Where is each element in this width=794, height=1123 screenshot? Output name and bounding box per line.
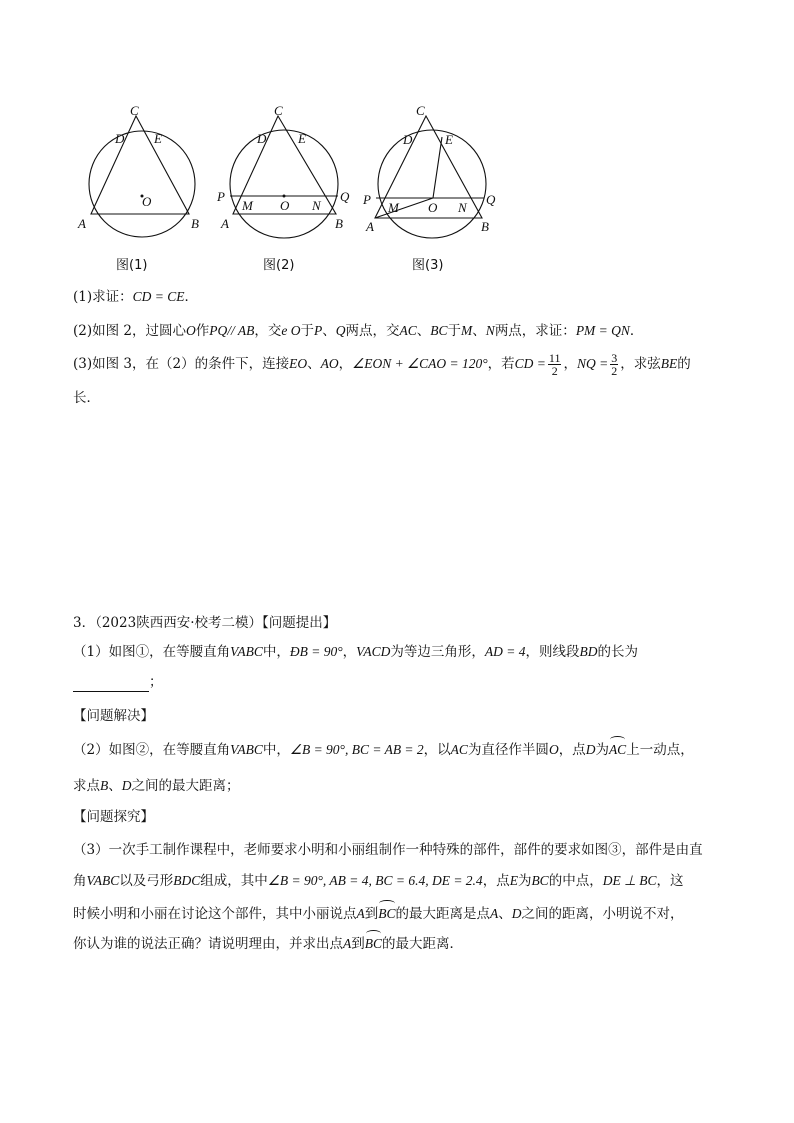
caption-3: 图(3)	[412, 258, 444, 273]
math: VACD	[356, 644, 391, 659]
label-A: A	[221, 216, 229, 231]
label-C: C	[130, 103, 139, 118]
label-M: M	[388, 200, 399, 215]
text: 以及弓形	[119, 873, 174, 889]
math: AD = 4	[484, 644, 526, 659]
figure-2-svg	[216, 100, 366, 275]
math: BDC	[173, 873, 201, 888]
text: 的	[677, 356, 691, 372]
math: A	[356, 906, 365, 921]
label-B: B	[481, 219, 489, 234]
math: VABC	[230, 644, 263, 659]
fraction-nq	[610, 352, 618, 377]
text: ，	[342, 644, 357, 660]
text: ．	[629, 323, 644, 339]
label-E: E	[154, 131, 162, 146]
text: 、	[416, 323, 431, 339]
math: ∠B = 90°, AB = 4, BC = 6.4, DE = 2.4	[267, 873, 483, 888]
text: 组成，其中	[200, 873, 268, 889]
math: CD = CE	[132, 289, 185, 304]
math: BC	[531, 873, 549, 888]
label-C: C	[274, 103, 283, 118]
math: PQ// AB	[209, 323, 255, 338]
text: 为直径作半圆	[467, 742, 549, 758]
text: ；	[149, 674, 163, 690]
text: 你认为谁的说法正确？请说明理由，并求出点	[73, 936, 343, 952]
text: 两点，交	[345, 323, 400, 339]
arc-AC: AC	[609, 740, 626, 760]
math: A	[490, 906, 499, 921]
text: 于	[447, 323, 462, 339]
math: O	[186, 323, 196, 338]
text: 为	[517, 873, 532, 889]
label-Q: Q	[486, 192, 496, 207]
q3-part3-line4	[73, 934, 463, 954]
text: ，点	[482, 873, 510, 889]
arc-BC: BC	[378, 904, 395, 924]
text: ，以	[423, 742, 451, 758]
math: ∠EON + ∠CAO = 120°	[352, 356, 488, 371]
text: ，	[563, 356, 577, 372]
q3-heading-solve: 【问题解决】	[73, 708, 154, 724]
arc-BC: BC	[365, 934, 382, 954]
text: 、	[108, 778, 122, 794]
text: 角	[73, 873, 87, 889]
text: （2）如图②，在等腰直角	[73, 742, 231, 758]
math: BC	[430, 323, 448, 338]
q3-heading-explore: 【问题探究】	[73, 809, 154, 825]
figure-1	[74, 100, 214, 279]
text: ，	[338, 356, 353, 372]
text: (2)如图 2，过圆心	[73, 323, 187, 339]
text: 的长为	[597, 644, 638, 660]
text: 求点	[73, 778, 100, 794]
label-B: B	[191, 216, 199, 231]
text: 的最大距离是点	[395, 906, 491, 922]
q3-part3-line2	[73, 871, 683, 891]
math: P	[314, 323, 323, 338]
label-O: O	[142, 194, 152, 209]
text: ，交	[254, 323, 282, 339]
label-C: C	[416, 103, 425, 118]
text: 上一动点，	[626, 742, 694, 758]
q3-part3-line1: （3）一次手工制作课程中，老师要求小明和小丽组制作一种特殊的部件，部件的要求如图③，部件是由直	[73, 842, 703, 858]
math: EO	[289, 356, 308, 371]
math: Q	[335, 323, 346, 338]
math: AC	[450, 742, 468, 757]
q3-part1-blank	[73, 672, 163, 692]
label-A: A	[366, 219, 374, 234]
math: PM = QN	[575, 323, 630, 338]
label-D: D	[115, 131, 125, 146]
math: NQ =	[576, 356, 609, 371]
math: O	[548, 742, 559, 757]
text: 为	[595, 742, 609, 758]
math: CD =	[514, 356, 546, 371]
text: 之间的最大距离；	[131, 778, 240, 794]
math: M	[461, 323, 473, 338]
text: 为等边三角形，	[390, 644, 485, 660]
label-N: N	[312, 198, 321, 213]
text: （1）如图①，在等腰直角	[73, 644, 231, 660]
fraction-cd	[548, 352, 562, 377]
figure-3	[360, 100, 510, 279]
text: 到	[351, 936, 365, 952]
denominator: 2	[551, 364, 558, 378]
math: D	[121, 778, 132, 793]
math: AC	[399, 323, 417, 338]
caption-2: 图(2)	[263, 258, 295, 273]
circle	[378, 130, 486, 238]
text: 、	[472, 323, 486, 339]
text: 两点，求证：	[494, 323, 576, 339]
answer-blank[interactable]	[73, 677, 149, 692]
q2-part3	[73, 352, 691, 377]
q3-part2-cont	[73, 776, 240, 796]
label-N: N	[458, 200, 467, 215]
text: 、	[307, 356, 321, 372]
math: A	[343, 936, 352, 951]
text: ．	[184, 289, 198, 305]
label-M: M	[242, 198, 253, 213]
math: B	[100, 778, 109, 793]
math: AO	[320, 356, 339, 371]
figure-1-svg	[74, 100, 214, 275]
segment-EO	[433, 137, 442, 198]
text: 到	[364, 906, 379, 922]
label-E: E	[445, 132, 453, 147]
math: D	[585, 742, 596, 757]
text: (3)如图 3，在（2）的条件下，连接	[73, 356, 290, 372]
q3-heading: 3．（2023陕西西安·校考二模）【问题提出】	[73, 615, 337, 631]
math: D	[511, 906, 522, 921]
math: VABC	[230, 742, 263, 757]
text: 中，	[262, 742, 290, 758]
label-P: P	[217, 189, 225, 204]
math: DE ⊥ BC	[602, 873, 657, 888]
text: 作	[195, 323, 210, 339]
text: 、	[322, 323, 336, 339]
text: ，则线段	[525, 644, 580, 660]
q3-part3-line3	[73, 904, 684, 924]
figure-2	[216, 100, 366, 279]
label-O: O	[280, 198, 290, 213]
text: 于	[300, 323, 315, 339]
label-A: A	[78, 216, 86, 231]
text: (1)求证：	[73, 289, 133, 305]
text: ，这	[656, 873, 684, 889]
text: ，求弦	[620, 356, 661, 372]
math: e O	[281, 323, 301, 338]
q3-part1	[73, 642, 638, 662]
denominator: 2	[611, 364, 618, 378]
label-O: O	[428, 200, 438, 215]
math: E	[509, 873, 518, 888]
math: BE	[660, 356, 678, 371]
q3-part2	[73, 740, 694, 760]
label-P: P	[363, 192, 371, 207]
label-E: E	[298, 131, 306, 146]
numerator: 11	[548, 351, 561, 365]
label-D: D	[403, 132, 413, 147]
q2-part1	[73, 287, 198, 307]
numerator: 3	[611, 351, 618, 365]
text: 的最大距离．	[382, 936, 464, 952]
caption-1: 图(1)	[116, 258, 148, 273]
q2-part3-cont: 长．	[73, 390, 100, 406]
math: BD	[579, 644, 598, 659]
figure-3-svg	[360, 100, 510, 275]
math: ÐB = 90°	[289, 644, 343, 659]
label-B: B	[335, 216, 343, 231]
text: ，若	[487, 356, 515, 372]
math: ∠B = 90°, BC = AB = 2	[289, 742, 424, 757]
math: N	[485, 323, 495, 338]
q2-part2	[73, 321, 643, 341]
text: 的中点，	[548, 873, 603, 889]
text: 之间的距离，小明说不对，	[521, 906, 684, 922]
text: ，点	[558, 742, 586, 758]
label-D: D	[257, 131, 267, 146]
text: 时候小明和小丽在讨论这个部件，其中小丽说点	[73, 906, 357, 922]
math: VABC	[86, 873, 120, 888]
text: 中，	[262, 644, 290, 660]
label-Q: Q	[340, 189, 350, 204]
text: 、	[498, 906, 512, 922]
